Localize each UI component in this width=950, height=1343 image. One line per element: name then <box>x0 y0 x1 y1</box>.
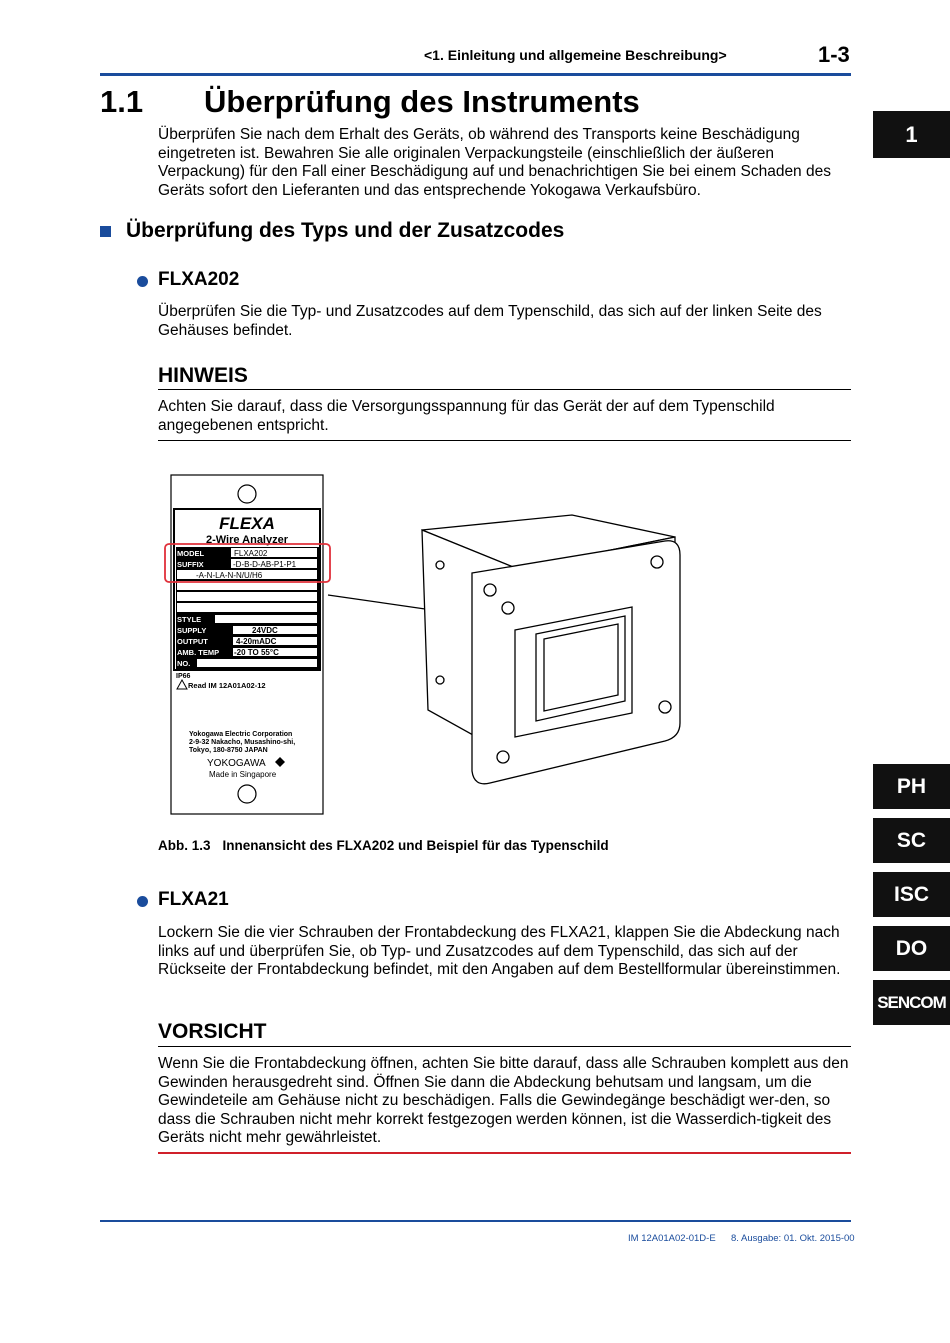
ip-rating: IP66 <box>176 673 191 680</box>
hinweis-rule-bottom <box>158 440 851 441</box>
flxa21-paragraph: Lockern Sie die vier Schrauben der Frontabdeckung des FLXA21, klappen Sie die Abdeckung nach links auf und überprüfen Sie, ob Typ- und Zusatzcodes auf dem Typenschild, das sich auf der Rückseite der Frontabdeckung befindet, mit den Angaben auf dem Bestellformular übereinstimmen. <box>158 924 841 978</box>
figure-caption <box>158 838 609 853</box>
company-address-1: 2-9-32 Nakacho, Musashino-shi, <box>189 739 296 746</box>
document-id: IM 12A01A02-01D-E <box>628 1233 716 1244</box>
suffix-label: SUFFIX <box>177 560 204 569</box>
subsection-title: Überprüfung des Typs und der Zusatzcodes <box>126 219 565 242</box>
flxa21-heading: FLXA21 <box>158 889 229 910</box>
figure-label: Abb. 1.3 <box>158 838 211 853</box>
header-rule <box>100 73 851 76</box>
hinweis-rule-top <box>158 389 851 390</box>
square-bullet-icon <box>100 226 111 237</box>
bullet-icon <box>137 276 148 287</box>
flxa202-paragraph: Überprüfen Sie die Typ- und Zusatzcodes auf dem Typenschild, das sich auf der linken Seite des Gehäuses befindet. <box>158 303 822 339</box>
vorsicht-paragraph: Wenn Sie die Frontabdeckung öffnen, achten Sie bitte darauf, dass alle Schrauben komplett aus den Gewinden herausgedreht sind. Öffnen Sie dann die Abdeckung behutsam und langsam, um die Gewindeteile am Gehäuse nicht zu beschädigen. Falls die Gewindegänge beschädigt wer-den, so dass die Schrauben nicht mehr korrekt festgezogen werden können, ist die Wasserdich-tigkeit des Geräts nicht mehr gewährleistet. <box>158 1055 849 1146</box>
supply-value: 24VDC <box>252 626 278 635</box>
chapter-tab[interactable]: 1 <box>873 111 950 158</box>
intro-paragraph: Überprüfen Sie nach dem Erhalt des Geräts, ob während des Transports keine Beschädigung eingetreten ist. Bewahren Sie alle originalen Verpackungsteile (einschließlich der äußeren Verpackung) für den Fall einer Beschädigung auf und benachrichtigen Sie bei einem Schaden des Geräts sofort den Lieferanten und das entsprechende Yokogawa Verkaufsbüro. <box>158 126 831 199</box>
figure-caption-text: Innenansicht des FLXA202 und Beispiel für das Typenschild <box>222 838 609 853</box>
tab-ph[interactable]: PH <box>873 764 950 809</box>
vorsicht-heading: VORSICHT <box>158 1020 267 1043</box>
company-address-2: Tokyo, 180-8750 JAPAN <box>189 747 268 754</box>
chapter-title: <1. Einleitung und allgemeine Beschreibung> <box>424 47 727 63</box>
style-label: STYLE <box>177 615 202 624</box>
nameplate <box>171 475 323 814</box>
supply-label: SUPPLY <box>177 626 207 635</box>
figure-1-3 <box>160 465 700 825</box>
vorsicht-rule-bottom <box>158 1152 851 1154</box>
product-name: 2-Wire Analyzer <box>205 534 289 546</box>
bullet-icon <box>137 896 148 907</box>
company-name: Yokogawa Electric Corporation <box>189 731 293 738</box>
output-label: OUTPUT <box>177 637 208 646</box>
tab-sencom[interactable]: SENCOM <box>873 980 950 1025</box>
made-in: Made in Singapore <box>209 770 277 779</box>
vorsicht-rule-top <box>158 1046 851 1047</box>
section-title: Überprüfung des Instruments <box>204 84 640 119</box>
serial-number-label: NO. <box>177 659 191 668</box>
edition-date: 8. Ausgabe: 01. Okt. 2015-00 <box>731 1233 855 1244</box>
yokogawa-logo: YOKOGAWA <box>207 758 266 769</box>
section-number: 1.1 <box>100 84 144 119</box>
footer-rule <box>100 1220 851 1222</box>
leader-line <box>328 595 432 610</box>
tab-isc[interactable]: ISC <box>873 872 950 917</box>
tab-do[interactable]: DO <box>873 926 950 971</box>
hinweis-paragraph: Achten Sie darauf, dass die Versorgungsspannung für das Gerät der auf dem Typenschild angegebenen entspricht. <box>158 398 775 434</box>
suffix-value: -D-B-D-AB-P1-P1 <box>233 560 297 569</box>
output-value: 4-20mADC <box>236 637 277 646</box>
model-value: FLXA202 <box>234 549 268 558</box>
model-label: MODEL <box>177 549 205 558</box>
hinweis-heading: HINWEIS <box>158 364 248 387</box>
tab-sc[interactable]: SC <box>873 818 950 863</box>
brand-logo: FLEXA <box>219 514 275 533</box>
read-manual-note: Read IM 12A01A02-12 <box>188 681 266 690</box>
amb-temp-value: -20 TO 55°C <box>234 648 279 657</box>
suffix-value-2: -A-N-LA-N-N/U/H6 <box>196 571 263 580</box>
amb-temp-label: AMB. TEMP <box>177 648 220 657</box>
page-number: 1-3 <box>818 42 850 67</box>
instrument-drawing <box>422 515 680 784</box>
flxa202-heading: FLXA202 <box>158 269 240 290</box>
